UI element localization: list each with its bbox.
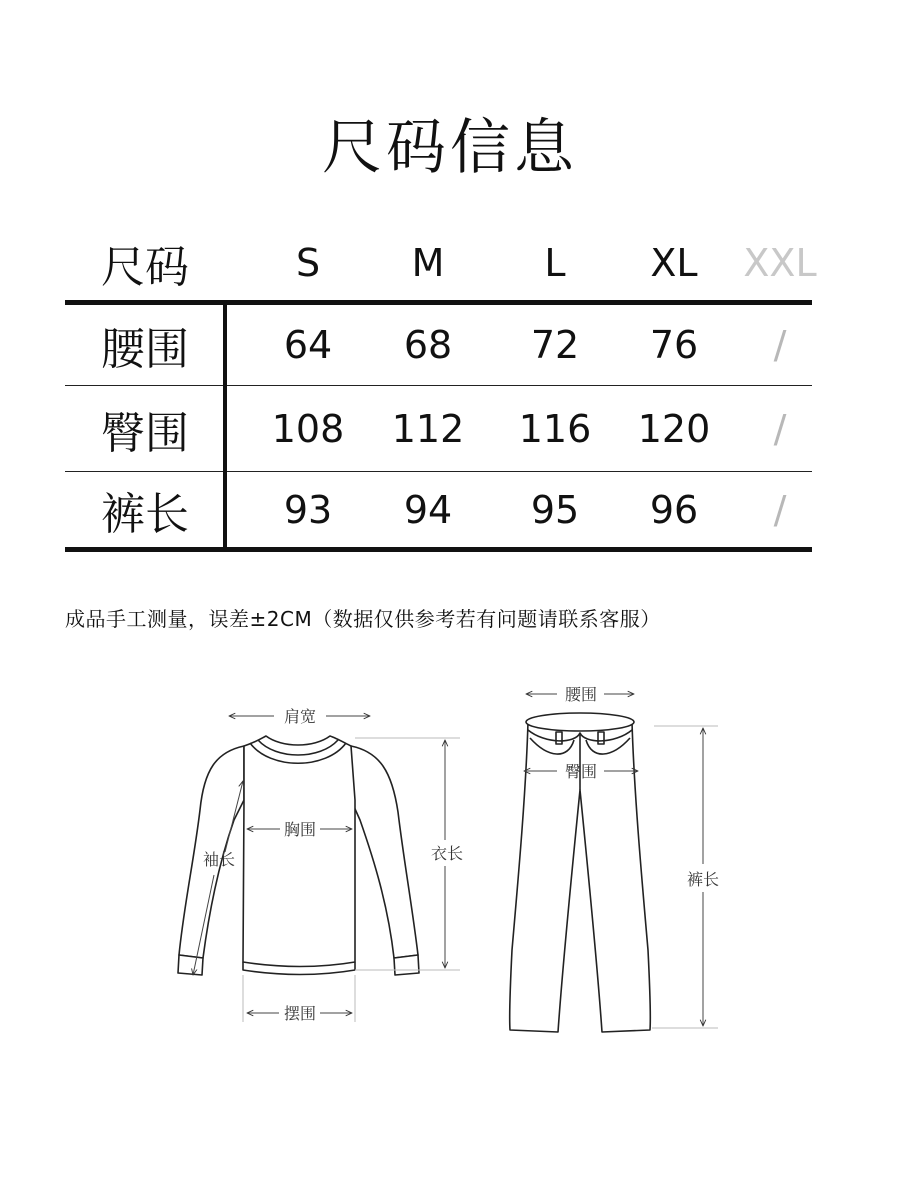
pants-illustration: [510, 713, 651, 1032]
label-body-length: 衣长: [430, 844, 464, 863]
label-chest: 胸围: [283, 820, 317, 839]
label-sleeve: 袖长: [202, 850, 236, 869]
table-row-waist: [65, 305, 812, 385]
label-hem: 摆围: [283, 1004, 317, 1023]
cell-waist-s: 64: [283, 323, 333, 367]
cell-length-xl: 96: [649, 487, 699, 532]
cell-waist-xl: 76: [649, 323, 699, 367]
row-label-hip: 臀围: [101, 407, 189, 459]
cell-hip-s: 108: [271, 406, 345, 451]
cell-hip-l: 116: [518, 406, 592, 451]
cell-hip-xl: 120: [637, 406, 711, 451]
size-m: M: [411, 240, 445, 285]
cell-waist-m: 68: [403, 323, 453, 367]
table-bottom-rule: [65, 547, 812, 552]
table-row-length: [65, 472, 812, 547]
table-row-hip: [65, 386, 812, 471]
cell-length-xxl: /: [773, 487, 787, 532]
size-header-row: [65, 225, 817, 300]
label-pants-length: 裤长: [686, 870, 720, 889]
label-shoulder: 肩宽: [283, 707, 317, 726]
cell-hip-xxl: /: [773, 406, 787, 451]
cell-waist-xxl: /: [773, 323, 787, 367]
size-s: S: [295, 240, 321, 285]
label-hip: 臀围: [564, 762, 598, 781]
cell-length-l: 95: [530, 487, 580, 532]
row-label-length: 裤长: [101, 488, 189, 540]
page-title: 尺码信息: [322, 113, 578, 183]
size-xxl: XXL: [743, 240, 817, 285]
cell-length-s: 93: [283, 487, 333, 532]
size-xl: XL: [650, 240, 698, 285]
cell-hip-m: 112: [391, 406, 465, 451]
label-waist: 腰围: [564, 685, 598, 704]
cell-length-m: 94: [403, 487, 453, 532]
size-l: L: [544, 240, 566, 285]
size-table: [65, 225, 817, 552]
table-label-divider: [223, 305, 227, 547]
row-label-waist: 腰围: [101, 324, 189, 375]
measurement-diagram: [0, 660, 900, 1080]
measurement-note: 成品手工测量，误差±2CM（数据仅供参考若有问题请联系客服）: [65, 607, 661, 631]
cell-waist-l: 72: [530, 323, 580, 367]
size-header-label: 尺码: [101, 241, 189, 293]
